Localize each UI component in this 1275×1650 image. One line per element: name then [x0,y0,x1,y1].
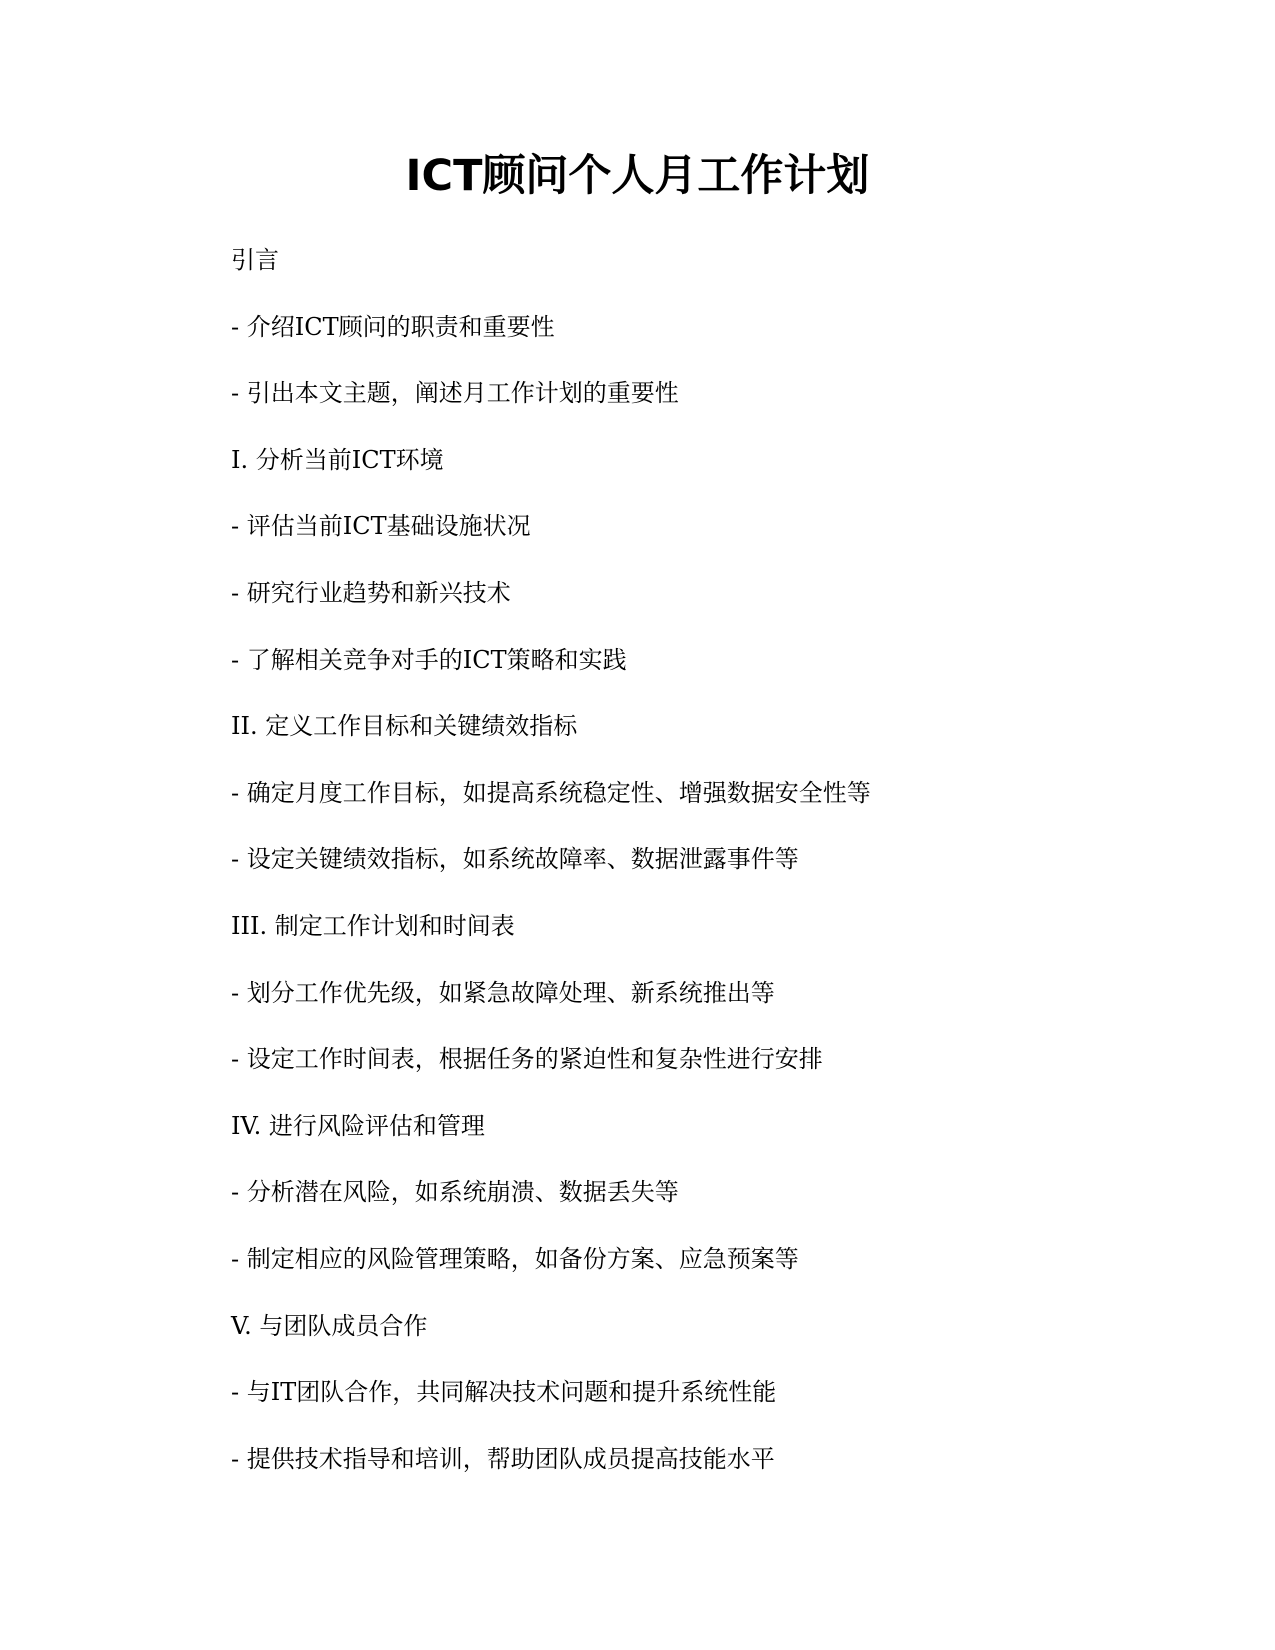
list-item: - 介绍ICT顾问的职责和重要性 [231,312,555,341]
list-item: - 研究行业趋势和新兴技术 [231,578,511,607]
list-item: - 制定相应的风险管理策略，如备份方案、应急预案等 [231,1244,799,1273]
intro-heading: 引言 [231,246,279,274]
section-heading: II. 定义工作目标和关键绩效指标 [231,712,578,741]
list-item: - 分析潜在风险，如系统崩溃、数据丢失等 [231,1178,679,1207]
section-heading: III. 制定工作计划和时间表 [231,911,515,940]
section-heading: V. 与团队成员合作 [231,1311,428,1340]
section-heading: I. 分析当前ICT环境 [231,445,444,474]
list-item: - 设定关键绩效指标，如系统故障率、数据泄露事件等 [231,845,799,874]
document-body [231,243,1231,1508]
list-item: - 提供技术指导和培训，帮助团队成员提高技能水平 [231,1444,775,1473]
section-heading: IV. 进行风险评估和管理 [231,1111,485,1140]
document-title: ICT顾问个人月工作计划 [405,151,870,201]
list-item: - 确定月度工作目标，如提高系统稳定性、增强数据安全性等 [231,778,871,807]
list-item: - 设定工作时间表，根据任务的紧迫性和复杂性进行安排 [231,1045,823,1074]
list-item: - 与IT团队合作，共同解决技术问题和提升系统性能 [231,1378,777,1407]
list-item: - 评估当前ICT基础设施状况 [231,512,531,541]
list-item: - 了解相关竞争对手的ICT策略和实践 [231,645,627,674]
list-item: - 划分工作优先级，如紧急故障处理、新系统推出等 [231,978,775,1007]
list-item: - 引出本文主题，阐述月工作计划的重要性 [231,379,679,408]
